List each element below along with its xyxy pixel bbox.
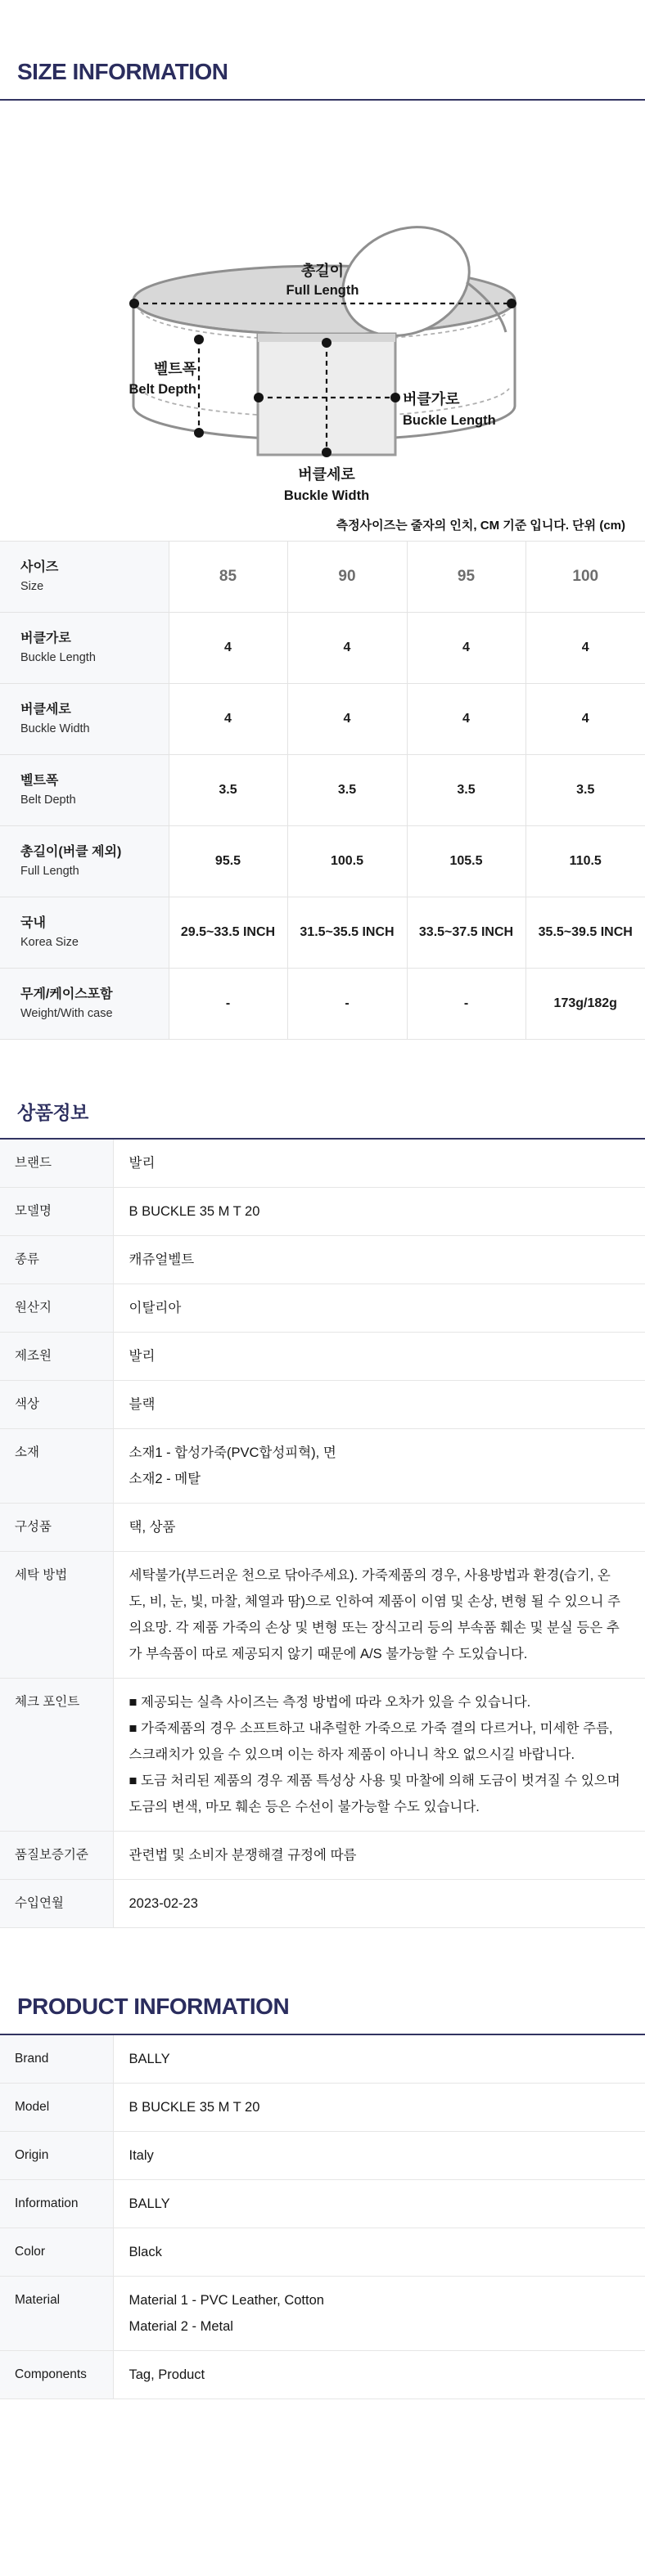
size-value-cell: 4	[169, 613, 287, 684]
info-value-cell: Italy	[129, 2148, 154, 2163]
info-label-cell: 소재	[0, 1429, 113, 1504]
size-value-cell: 31.5~35.5 INCH	[287, 897, 407, 969]
size-row-label-cell: 총길이(버클 제외) Full Length	[0, 826, 169, 897]
size-value-cell: 33.5~37.5 INCH	[407, 897, 525, 969]
size-row-label-cell: 무게/케이스포함 Weight/With case	[0, 969, 169, 1040]
info-label-cell: Brand	[0, 2035, 113, 2084]
info-value-cell: ■ 제공되는 실측 사이즈는 측정 방법에 따라 오차가 있을 수 있습니다. ■ 가죽제품의 경우 소프트하고 내추럴한 가죽으로 가죽 결의 다르거나, 미세한 주름, 스크래치가 있을 수 있으며 이는 하자 제품이 아니니 착오 없으시길 바랍니다. ■ 도금 처리된 제품의 경우 제품 특성상 사용 및 마찰에 의해 도금이 벗겨질 수 있으며 도금의 변색, 마모 훼손 등은 수선이 불가능할 수도 있습니다.	[129, 1695, 620, 1814]
size-column-header-cell: 85	[169, 542, 287, 613]
size-table-row	[0, 826, 645, 897]
size-column-header-cell: 95	[407, 542, 525, 613]
info-table-row	[0, 1236, 645, 1284]
info-table-row	[0, 2180, 645, 2228]
info-label-cell: Color	[0, 2228, 113, 2277]
info-label-cell: Model	[0, 2084, 113, 2132]
size-value-cell: 29.5~33.5 INCH	[169, 897, 287, 969]
info-value-cell: 2023-02-23	[129, 1896, 198, 1911]
info-table-row	[0, 1552, 645, 1679]
info-table-row	[0, 1504, 645, 1552]
info-label-cell: 수입연월	[0, 1880, 113, 1928]
product-info-en-table	[0, 2035, 645, 2399]
info-label-cell: 품질보증기준	[0, 1832, 113, 1880]
diagram-label-buckle-width-en: Buckle Width	[283, 488, 370, 503]
info-label-cell: 구성품	[0, 1504, 113, 1552]
diagram-label-full-length-en: Full Length	[286, 283, 359, 298]
info-label-cell: 종류	[0, 1236, 113, 1284]
size-value-cell: 35.5~39.5 INCH	[525, 897, 645, 969]
measure-dot	[254, 393, 264, 402]
size-value-cell: 3.5	[287, 755, 407, 826]
size-value-cell: 4	[287, 613, 407, 684]
product-info-en-section	[0, 1994, 645, 2399]
info-value-cell: Tag, Product	[129, 2367, 205, 2382]
size-value-cell: 4	[525, 684, 645, 755]
size-value-cell: 4	[287, 684, 407, 755]
size-row-label-cell: 버클세로 Buckle Width	[0, 684, 169, 755]
info-table-row	[0, 2351, 645, 2399]
size-value-cell: 4	[407, 684, 525, 755]
info-value-cell: 소재1 - 합성가죽(PVC합성피혁), 면 소재2 - 메탈	[129, 1445, 336, 1486]
measure-dot	[507, 299, 516, 308]
measure-dot	[322, 338, 332, 348]
info-label-cell: 원산지	[0, 1284, 113, 1333]
diagram-label-buckle-length-en: Buckle Length	[403, 413, 496, 428]
info-table-row	[0, 1140, 645, 1188]
info-table-row	[0, 1381, 645, 1429]
info-table-row	[0, 1832, 645, 1880]
diagram-label-buckle-length-ko: 버클가로	[403, 391, 460, 407]
size-value-cell: 4	[169, 684, 287, 755]
info-value-cell: 블랙	[129, 1397, 156, 1412]
info-label-cell: 세탁 방법	[0, 1552, 113, 1679]
size-value-cell: 3.5	[407, 755, 525, 826]
size-information-section	[0, 59, 645, 1040]
info-table-row	[0, 2277, 645, 2351]
belt-diagram-area	[0, 101, 645, 515]
size-value-cell: 4	[525, 613, 645, 684]
size-value-cell: 110.5	[525, 826, 645, 897]
size-value-cell: 105.5	[407, 826, 525, 897]
info-label-cell: 제조원	[0, 1333, 113, 1381]
belt-size-diagram	[0, 196, 645, 515]
size-row-label-cell: 사이즈 Size	[0, 542, 169, 613]
size-value-cell: -	[407, 969, 525, 1040]
size-table-row	[0, 613, 645, 684]
product-info-kr-body	[0, 1140, 645, 1928]
info-value-cell: BALLY	[129, 2052, 170, 2066]
info-table-row	[0, 2084, 645, 2132]
info-table-row	[0, 1679, 645, 1832]
size-table-body	[0, 542, 645, 1040]
size-table-row	[0, 897, 645, 969]
info-table-row	[0, 1429, 645, 1504]
info-value-cell: 관련법 및 소비자 분쟁해결 규정에 따름	[129, 1848, 357, 1863]
measure-dot	[194, 335, 204, 344]
info-value-cell: 이탈리아	[129, 1301, 182, 1315]
measure-dot	[129, 299, 139, 308]
diagram-label-belt-depth-en: Belt Depth	[129, 382, 196, 397]
info-table-row	[0, 1333, 645, 1381]
info-value-cell: B BUCKLE 35 M T 20	[129, 1204, 260, 1219]
info-table-row	[0, 1880, 645, 1928]
product-info-kr-section	[0, 1102, 645, 1928]
info-value-cell: 캐쥬얼벨트	[129, 1252, 195, 1267]
measurement-note: 측정사이즈는 줄자의 인치, CM 기준 입니다. 단위 (cm)	[336, 519, 625, 533]
size-table-row	[0, 684, 645, 755]
info-label-cell: 모델명	[0, 1188, 113, 1236]
info-value-cell: B BUCKLE 35 M T 20	[129, 2100, 260, 2115]
section-title-size-information: SIZE INFORMATION	[17, 59, 228, 84]
info-table-row	[0, 2132, 645, 2180]
size-value-cell: 173g/182g	[525, 969, 645, 1040]
diagram-label-belt-depth-ko: 벨트폭	[153, 361, 196, 377]
size-value-cell: 4	[407, 613, 525, 684]
size-column-header-cell: 90	[287, 542, 407, 613]
info-label-cell: Information	[0, 2180, 113, 2228]
size-table	[0, 541, 645, 1040]
size-value-cell: 3.5	[169, 755, 287, 826]
measure-dot	[322, 447, 332, 457]
info-label-cell: Origin	[0, 2132, 113, 2180]
size-table-row	[0, 542, 645, 613]
size-row-label-cell: 버클가로 Buckle Length	[0, 613, 169, 684]
info-value-cell: 발리	[129, 1156, 156, 1171]
info-value-cell: 택, 상품	[129, 1520, 176, 1535]
product-info-kr-table	[0, 1140, 645, 1928]
size-row-label-cell: 벨트폭 Belt Depth	[0, 755, 169, 826]
size-value-cell: -	[169, 969, 287, 1040]
size-row-label-cell: 국내 Korea Size	[0, 897, 169, 969]
info-label-cell: Components	[0, 2351, 113, 2399]
info-value-cell: Material 1 - PVC Leather, Cotton Material 2 - Metal	[129, 2293, 324, 2334]
info-table-row	[0, 1284, 645, 1333]
section-title-product-info-kr: 상품정보	[17, 1102, 88, 1123]
info-table-row	[0, 2228, 645, 2277]
size-value-cell: 3.5	[525, 755, 645, 826]
size-table-row	[0, 755, 645, 826]
section-title-product-info-en: PRODUCT INFORMATION	[17, 1994, 290, 2019]
info-label-cell: 색상	[0, 1381, 113, 1429]
info-value-cell: 발리	[129, 1349, 156, 1364]
size-value-cell: -	[287, 969, 407, 1040]
info-value-cell: BALLY	[129, 2196, 170, 2211]
size-table-row	[0, 969, 645, 1040]
info-value-cell: Black	[129, 2245, 162, 2259]
info-table-row	[0, 1188, 645, 1236]
diagram-label-buckle-width-ko: 버클세로	[298, 466, 355, 483]
info-label-cell: 브랜드	[0, 1140, 113, 1188]
size-column-header-cell: 100	[525, 542, 645, 613]
measure-dot	[390, 393, 400, 402]
info-table-row	[0, 2035, 645, 2084]
info-value-cell: 세탁불가(부드러운 천으로 닦아주세요). 가죽제품의 경우, 사용방법과 환경(습기, 온도, 비, 눈, 빛, 마찰, 체열과 땀)으로 인하여 제품이 이염 및 손상, 변형 될 수 있으니 주의요망. 각 제품 가죽의 손상 및 변형 또는 장식고리 등의 부속품 훼손 및 분실 등은 추가 부속품이 따로 제공되지 않기 때문에 A/S 불가능할 수 도있습니다.	[129, 1568, 620, 1661]
diagram-label-full-length-ko: 총길이	[300, 263, 345, 279]
info-label-cell: 체크 포인트	[0, 1679, 113, 1832]
info-label-cell: Material	[0, 2277, 113, 2351]
size-value-cell: 100.5	[287, 826, 407, 897]
measure-dot	[194, 428, 204, 438]
size-value-cell: 95.5	[169, 826, 287, 897]
product-info-en-body	[0, 2035, 645, 2399]
